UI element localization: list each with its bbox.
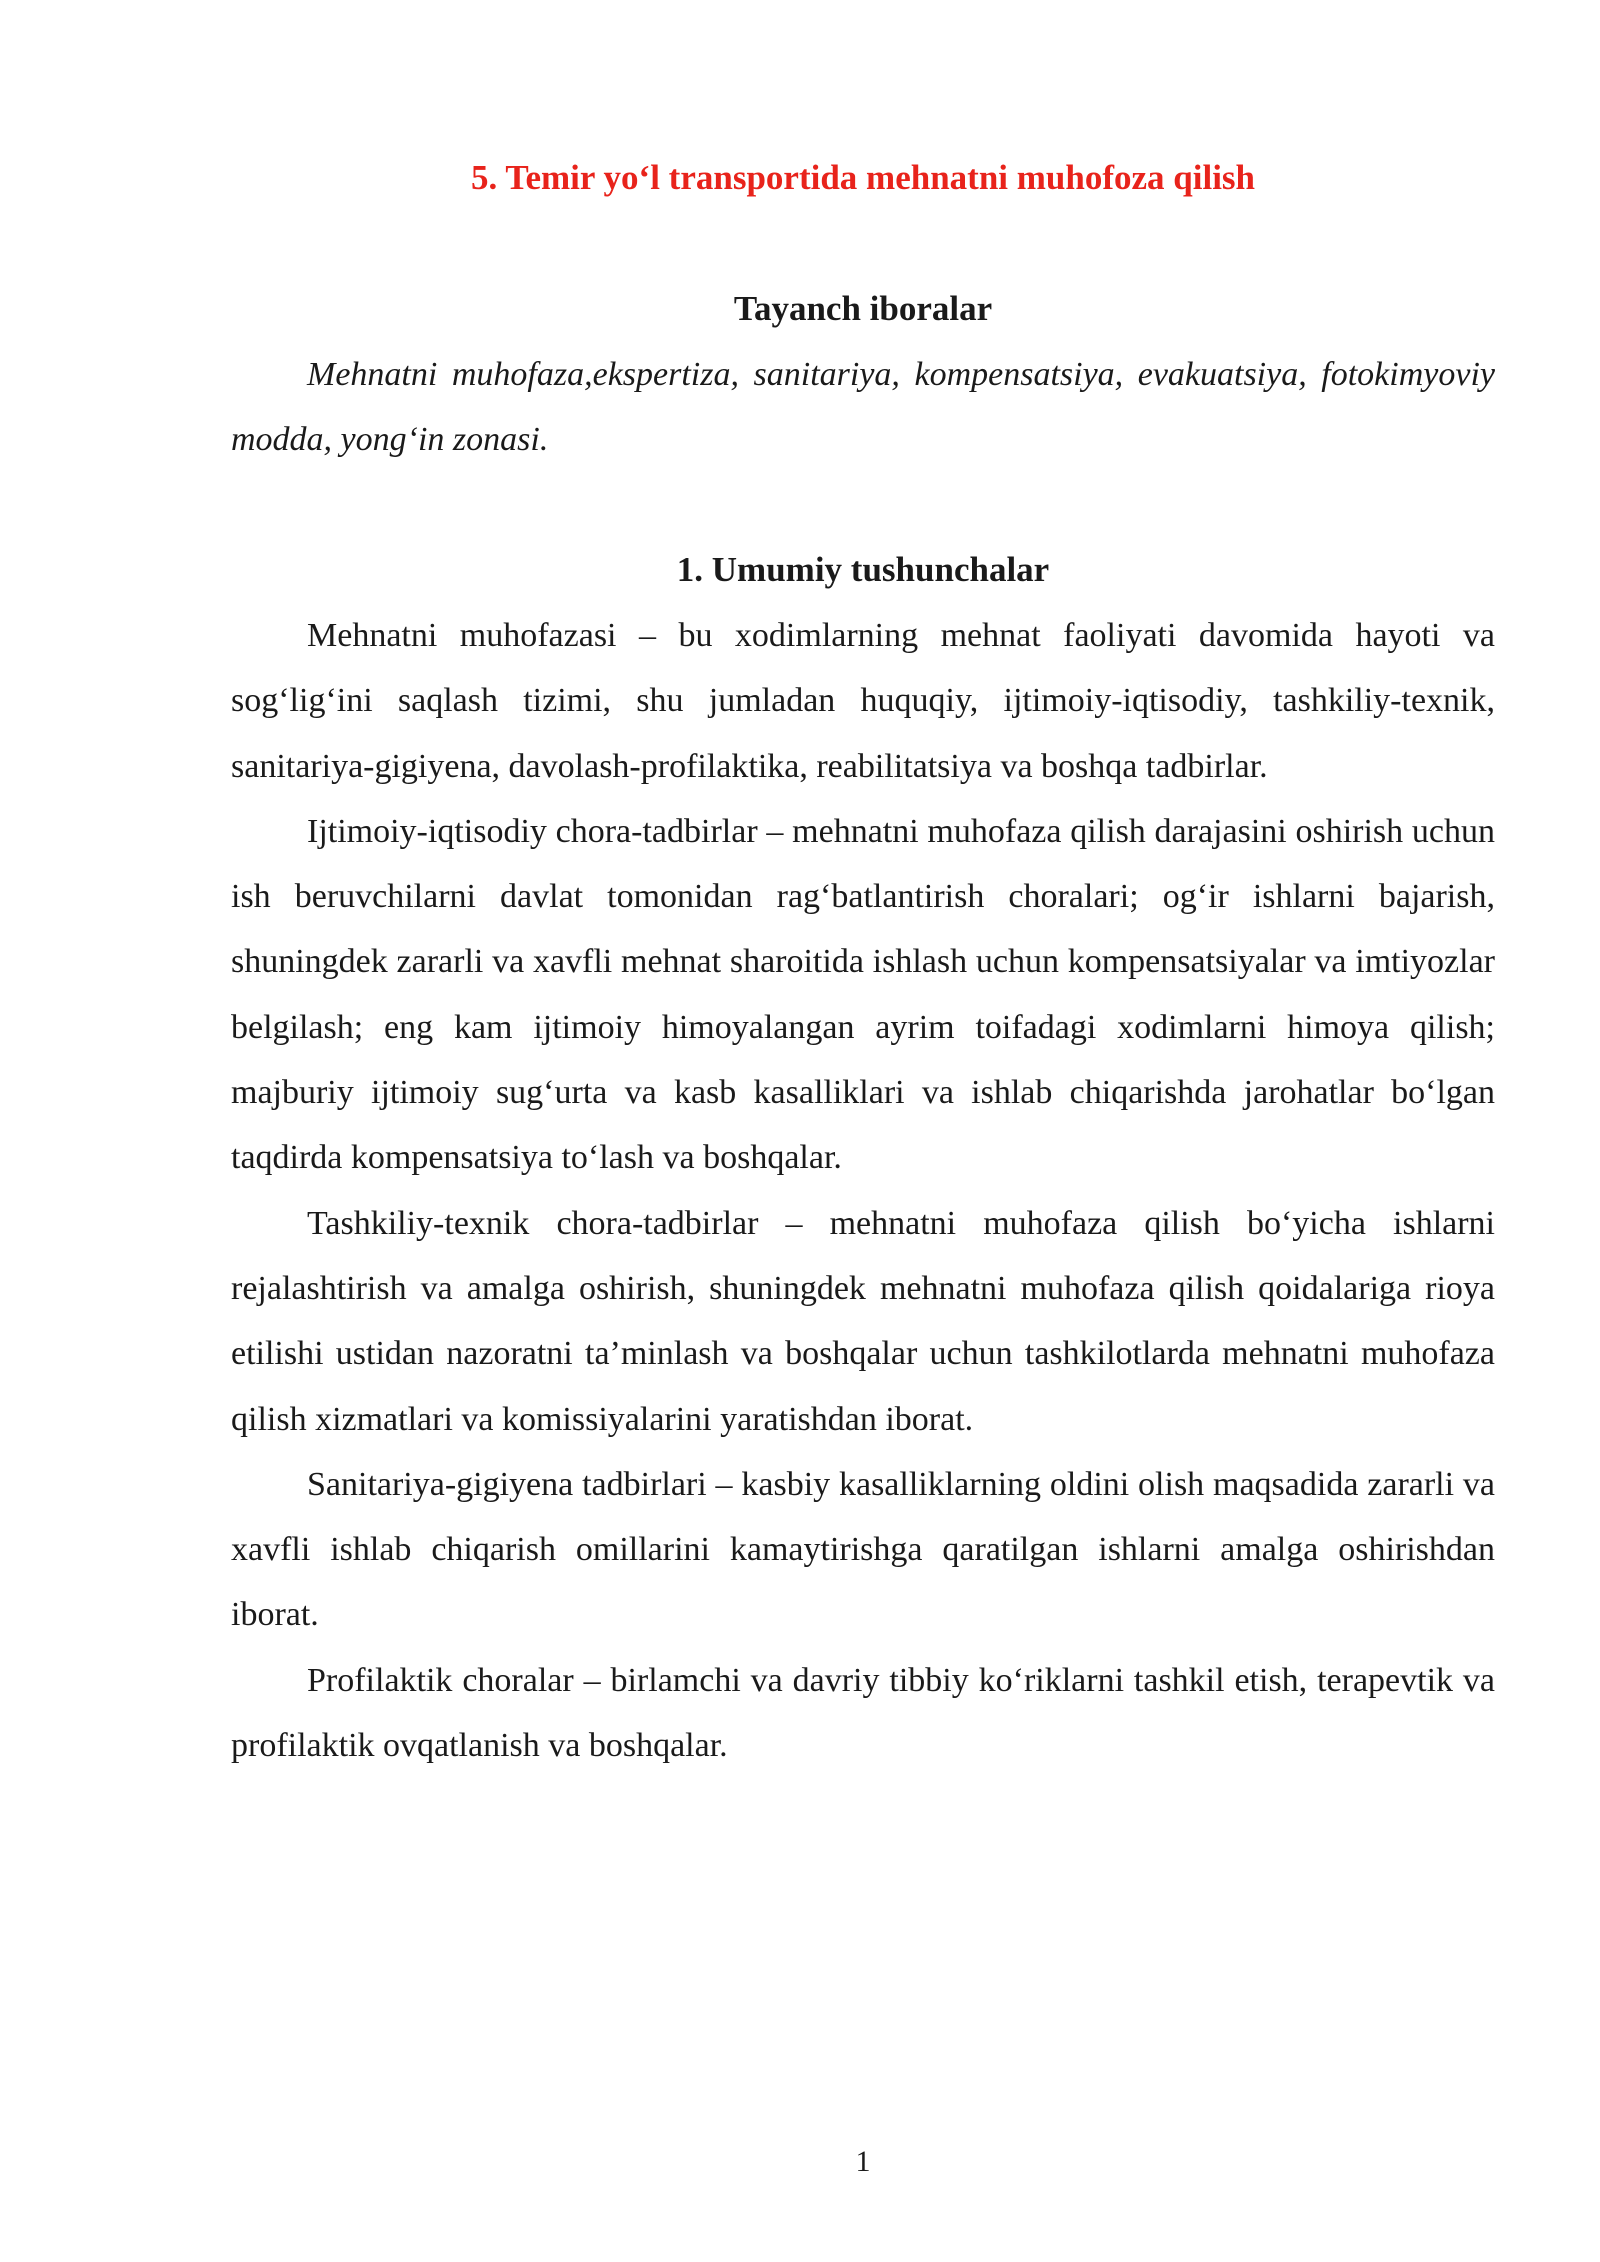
chapter-title: 5. Temir yo‘l transportida mehnatni muhofoza qilish	[470, 158, 1256, 197]
paragraph-organizational-technical-measures: Tashkiliy-texnik chora-tadbirlar – mehnatni muhofaza qilish bo‘yicha ishlarni rejalashtirish va amalga oshirish, shuningdek mehnatni muhofaza qilish qoidalariga rioya etilishi ustidan nazoratni ta’minlash va boshqalar uchun tashkilotlarda mehnatni muhofaza qilish xizmatlari va komissiyalarini yaratishdan iborat.	[231, 1204, 1495, 1438]
paragraph-socio-economic-measures: Ijtimoiy-iqtisodiy chora-tadbirlar – mehnatni muhofaza qilish darajasini oshirish uchun ish beruvchilarni davlat tomonidan rag‘batlantirish choralari; og‘ir ishlarni bajarish, shuningdek zararli va xavfli mehnat sharoitida ishlash uchun kompensatsiyalar va imtiyozlar belgilash; eng kam ijtimoiy himoyalangan ayrim toifadagi xodimlarni himoya qilish; majburiy ijtimoiy sug‘urta va kasb kasalliklari va ishlab chiqarishda jarohatlar bo‘lgan taqdirda kompensatsiya to‘lash va boshqalar.	[231, 812, 1495, 1177]
paragraph-preventive-measures: Profilaktik choralar – birlamchi va davriy tibbiy ko‘riklarni tashkil etish, terapevtik va profilaktik ovqatlanish va boshqalar.	[231, 1661, 1495, 1765]
keywords-heading: Tayanch iboralar	[733, 289, 993, 328]
section-body	[231, 603, 1495, 1778]
keywords-text: Mehnatni muhofaza,ekspertiza, sanitariya, kompensatsiya, evakuatsiya, fotokimyoviy modda, yong‘in zonasi.	[231, 356, 1495, 458]
paragraph-sanitary-hygiene-measures: Sanitariya-gigiyena tadbirlari – kasbiy kasalliklarning oldini olish maqsadida zararli va xavfli ishlab chiqarish omillarini kamaytirishga qaratilgan ishlarni amalga oshirishdan iborat.	[231, 1465, 1495, 1634]
page-number: 1	[855, 2145, 871, 2178]
section-heading: 1. Umumiy tushunchalar	[676, 550, 1050, 589]
paragraph-occupational-safety: Mehnatni muhofazasi – bu xodimlarning mehnat faoliyati davomida hayoti va sog‘lig‘ini saqlash tizimi, shu jumladan huquqiy, ijtimoiy-iqtisodiy, tashkiliy-texnik, sanitariya-gigiyena, davolash-profilaktika, reabilitatsiya va boshqa tadbirlar.	[231, 617, 1495, 785]
